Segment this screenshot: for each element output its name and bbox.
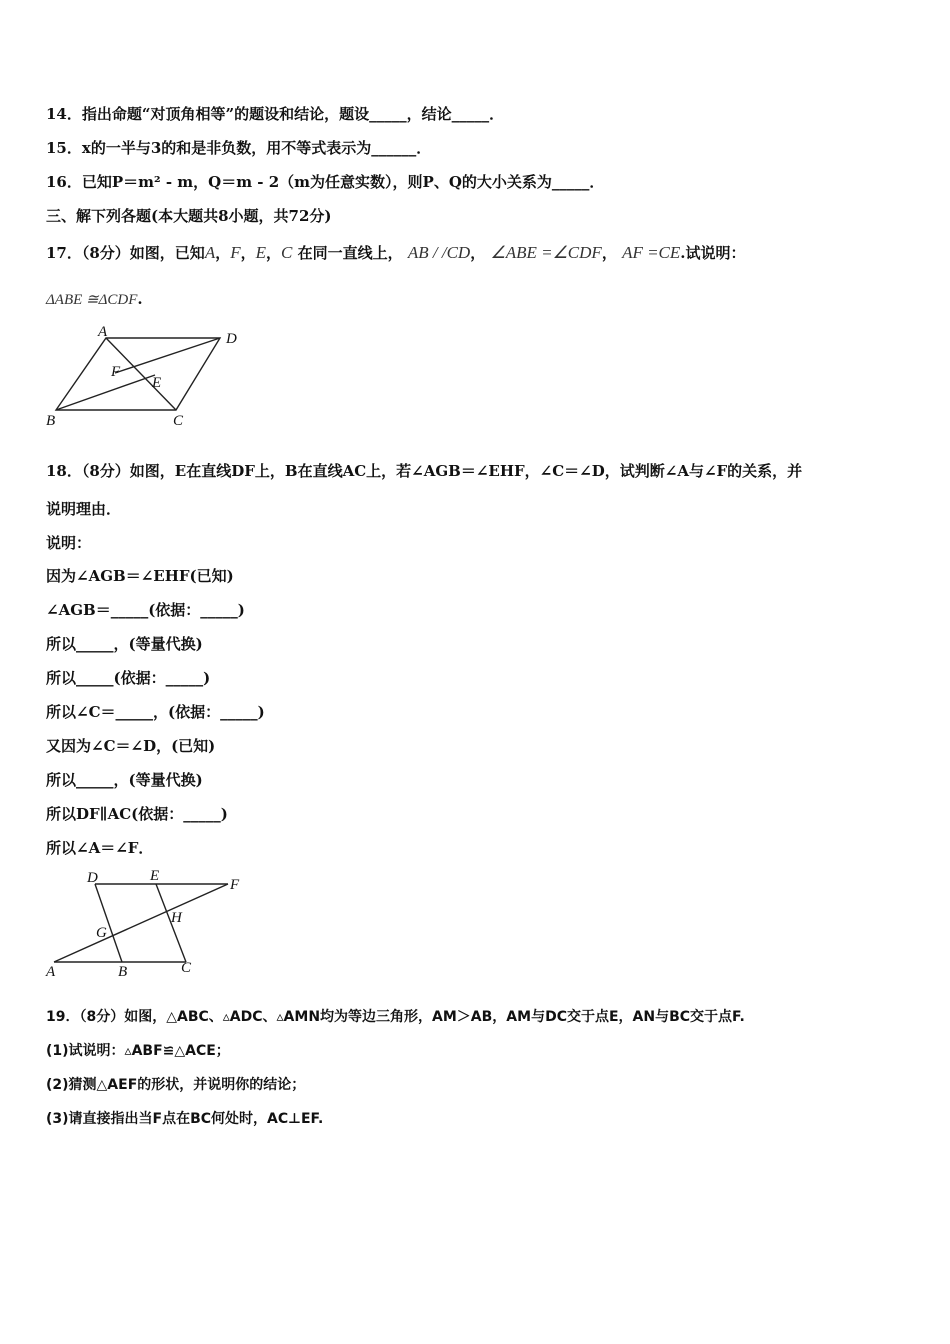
q18-step-4: 所以_____，(等量代换)	[46, 635, 203, 653]
q18-label-f: F	[230, 877, 240, 893]
q18-step-8: 所以_____，(等量代换)	[46, 771, 203, 789]
q17-label-e: E	[152, 375, 162, 391]
q18-label-e: E	[150, 868, 160, 884]
q18-step-7: 又因为∠C＝∠D，(已知)	[46, 737, 216, 755]
q17-label-b: B	[46, 413, 56, 429]
q18-step-1: 说明：	[46, 534, 92, 552]
q17-condition-length: AF =CE	[622, 243, 681, 262]
q18-step-9: 所以DF∥AC(依据：_____)	[46, 805, 228, 823]
q17-label-f: F	[111, 364, 121, 380]
q17-label-d: D	[226, 331, 237, 347]
question-15: 15．x的一半与3的和是非负数，用不等式表示为______．	[46, 139, 432, 157]
q18-step-5: 所以_____(依据：_____)	[46, 669, 211, 687]
q17-condition-angle: ∠ABE =∠CDF	[490, 243, 602, 262]
q17-label-c: C	[173, 413, 184, 429]
q17-point-a: A	[204, 243, 216, 262]
q17-suffix: .试说明：	[680, 244, 746, 262]
q17-conclusion-line: ΔABE ≅ΔCDF.	[46, 290, 143, 308]
q17-point-e: E	[255, 243, 267, 262]
section-3-heading: 三、解下列各题(本大题共8小题，共72分)	[46, 207, 332, 225]
question-16: 16．已知P＝m² - m，Q＝m - 2（m为任意实数），则P、Q的大小关系为_____．	[46, 173, 605, 191]
question-14: 14．指出命题“对顶角相等”的题设和结论，题设_____，结论_____．	[46, 105, 505, 123]
question-19: 19．（8分）如图，△ABC、▵ADC、▵AMN均为等边三角形，AM＞AB，AM与DC交于点E，AN与BC交于点F.	[46, 1009, 745, 1025]
q18-diagram	[40, 866, 255, 981]
q18-step-3: ∠AGB＝_____(依据：_____)	[46, 601, 245, 619]
q19-part-3: (3)请直接指出当F点在BC何处时，AC⊥EF.	[46, 1111, 324, 1127]
question-18-line-2: 说明理由．	[46, 500, 122, 518]
q18-step-6: 所以∠C＝_____，(依据：_____)	[46, 703, 265, 721]
q17-mid: 在同一直线上，	[297, 244, 403, 262]
q18-label-c: C	[181, 960, 192, 976]
q18-label-g: G	[96, 925, 107, 941]
q19-part-1: (1)试说明：▵ABF≌△ACE；	[46, 1043, 230, 1059]
q18-label-d: D	[87, 870, 98, 886]
q18-step-2: 因为∠AGB＝∠EHF(已知)	[46, 567, 234, 585]
q17-point-f: F	[230, 243, 241, 262]
q17-prefix: 17．（8分）如图，已知	[46, 244, 205, 262]
question-18-line-1: 18．（8分）如图，E在直线DF上，B在直线AC上，若∠AGB＝∠EHF，∠C＝∠D，试判断∠A与∠F的关系，并	[46, 462, 803, 480]
q18-label-h: H	[171, 910, 182, 926]
q18-label-b: B	[118, 964, 128, 980]
question-17: 17．（8分）如图，已知A，F，E，C 在同一直线上， AB / /CD， ∠ABE =∠CDF， AF =CE.试说明：	[46, 243, 746, 262]
q17-diagram	[40, 322, 250, 432]
q17-condition-parallel: AB / /CD	[407, 243, 471, 262]
q17-conclusion: ΔABE ≅ΔCDF	[46, 292, 138, 308]
q17-label-a: A	[98, 324, 108, 340]
q18-step-10: 所以∠A＝∠F．	[46, 839, 154, 857]
q19-part-2: (2)猜测△AEF的形状，并说明你的结论；	[46, 1077, 306, 1093]
q17-point-c: C	[281, 243, 293, 262]
q18-label-a: A	[46, 964, 56, 980]
